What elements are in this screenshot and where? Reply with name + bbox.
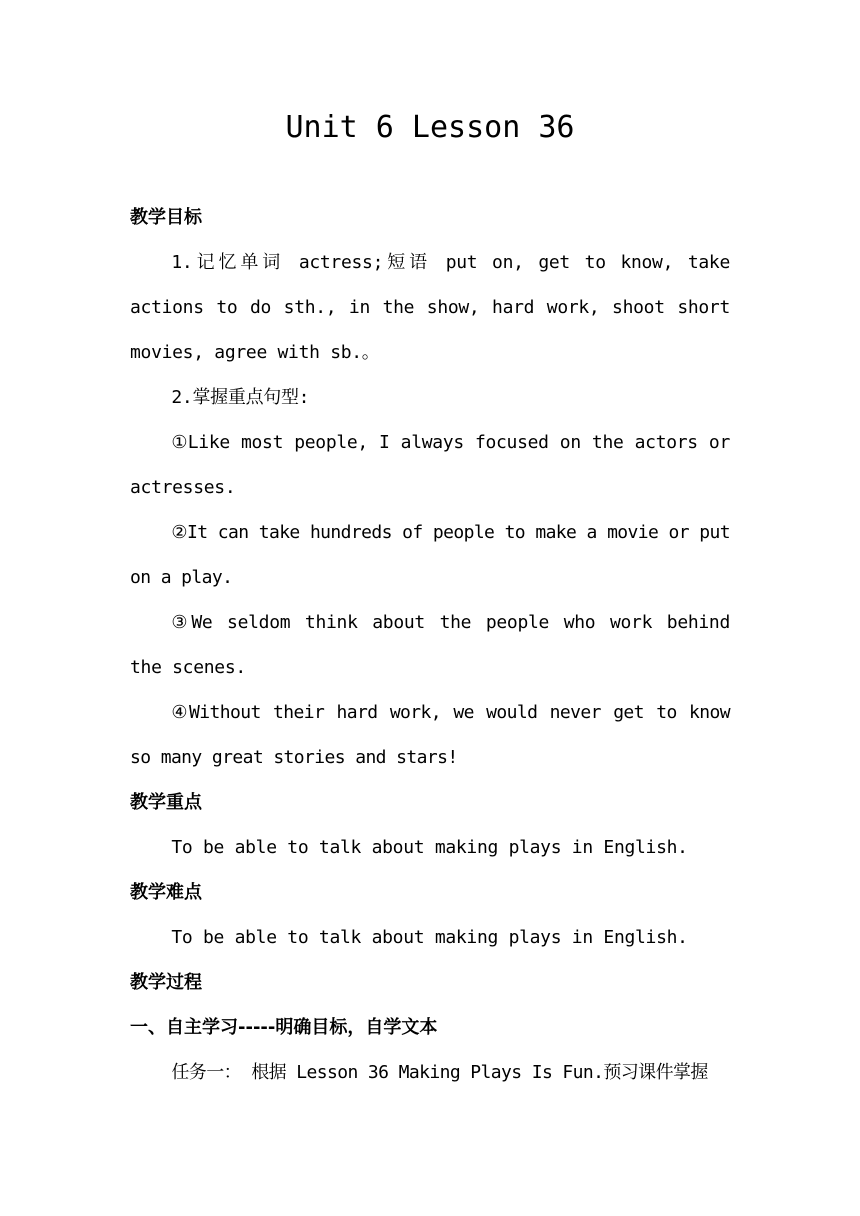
- objective-1: 1.记忆单词 actress;短语 put on, get to know, take actions to do sth., in the show, hard work, shoot short movies, agree with sb.。: [130, 252, 730, 363]
- objective-2: 2.掌握重点句型:: [171, 387, 310, 408]
- document-body: [130, 195, 730, 1095]
- task-one-text: 任务一： 根据 Lesson 36 Making Plays Is Fun.预习课件掌握: [171, 1062, 708, 1083]
- key-sentence-2: ②It can take hundreds of people to make a movie or put on a play.: [130, 522, 730, 588]
- objectives-heading: 教学目标: [130, 207, 202, 228]
- key-sentence-4: ④Without their hard work, we would never get to know so many great stories and stars!: [130, 702, 730, 768]
- difficulties-heading: 教学难点: [130, 882, 202, 903]
- key-sentence-3: ③We seldom think about the people who work behind the scenes.: [130, 612, 730, 678]
- difficulties-text: To be able to talk about making plays in English.: [171, 927, 688, 948]
- part-one-heading: 一、自主学习-----明确目标，自学文本: [130, 1017, 438, 1038]
- key-points-heading: 教学重点: [130, 792, 202, 813]
- document-title: Unit 6 Lesson 36: [285, 110, 575, 145]
- process-heading: 教学过程: [130, 972, 202, 993]
- key-sentence-1: ①Like most people, I always focused on the actors or actresses.: [130, 432, 730, 498]
- key-points-text: To be able to talk about making plays in English.: [171, 837, 688, 858]
